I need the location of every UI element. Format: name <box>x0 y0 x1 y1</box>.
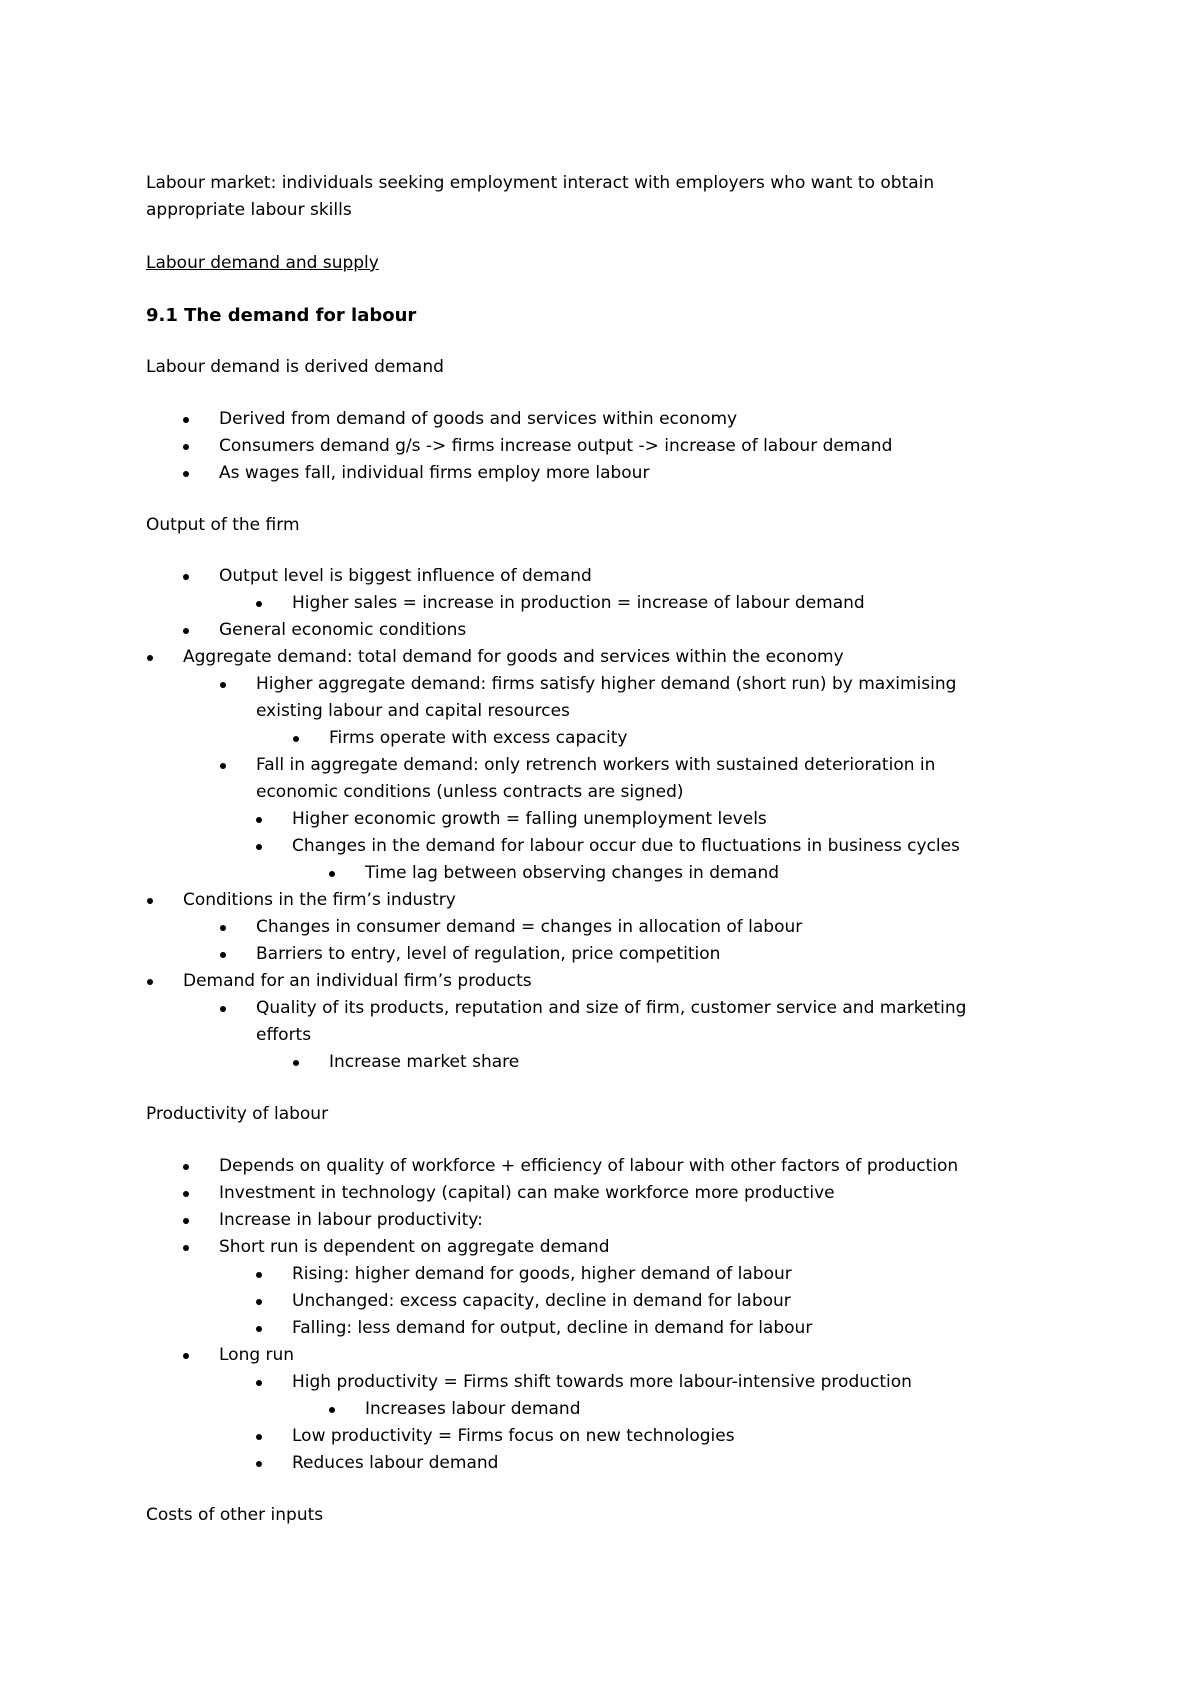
bullet-icon <box>220 1006 226 1012</box>
section-title: Labour demand and supply <box>146 253 379 273</box>
derived-demand-title: Labour demand is derived demand <box>146 357 444 377</box>
bullet-icon <box>220 763 226 769</box>
list-item: Increase market share <box>329 1049 1029 1076</box>
bullet-icon <box>293 1060 299 1066</box>
list-item: Rising: higher demand for goods, higher demand of labour <box>292 1261 1052 1288</box>
list-item: Investment in technology (capital) can make workforce more productive <box>219 1180 1049 1207</box>
list-item: Increase in labour productivity: <box>219 1207 1049 1234</box>
bullet-icon <box>183 1164 189 1170</box>
bullet-icon <box>256 817 262 823</box>
list-item: Fall in aggregate demand: only retrench workers with sustained deterioration in economic conditions (unless contracts are signed) <box>256 752 996 806</box>
list-item: Long run <box>219 1342 1049 1369</box>
bullet-icon <box>256 844 262 850</box>
bullet-icon <box>183 417 189 423</box>
list-item: Output level is biggest influence of demand <box>219 563 1019 590</box>
bullet-icon <box>183 628 189 634</box>
bullet-icon <box>183 1245 189 1251</box>
list-item: Higher sales = increase in production = increase of labour demand <box>292 590 1032 617</box>
list-item: Unchanged: excess capacity, decline in demand for labour <box>292 1288 1052 1315</box>
list-item: Conditions in the firm’s industry <box>183 887 1023 914</box>
list-item: As wages fall, individual firms employ more labour <box>219 460 1019 487</box>
list-item: Low productivity = Firms focus on new technologies <box>292 1423 1052 1450</box>
list-item: Firms operate with excess capacity <box>329 725 1029 752</box>
list-item: Depends on quality of workforce + efficiency of labour with other factors of production <box>219 1153 1049 1180</box>
list-item: Falling: less demand for output, decline in demand for labour <box>292 1315 1052 1342</box>
bullet-icon <box>256 1299 262 1305</box>
bullet-icon <box>183 1353 189 1359</box>
list-item: Changes in the demand for labour occur due to fluctuations in business cycles <box>292 833 1072 860</box>
list-item: Barriers to entry, level of regulation, price competition <box>256 941 1036 968</box>
bullet-icon <box>183 574 189 580</box>
bullet-icon <box>183 444 189 450</box>
bullet-icon <box>220 952 226 958</box>
heading-demand-for-labour: 9.1 The demand for labour <box>146 305 417 326</box>
bullet-icon <box>329 1407 335 1413</box>
bullet-icon <box>183 471 189 477</box>
bullet-icon <box>256 1380 262 1386</box>
productivity-title: Productivity of labour <box>146 1104 329 1124</box>
list-item: Increases labour demand <box>365 1396 1055 1423</box>
bullet-icon <box>183 1218 189 1224</box>
list-item: High productivity = Firms shift towards more labour-intensive production <box>292 1369 1052 1396</box>
bullet-icon <box>293 736 299 742</box>
list-item: Aggregate demand: total demand for goods and services within the economy <box>183 644 1023 671</box>
bullet-icon <box>183 1191 189 1197</box>
bullet-icon <box>147 655 153 661</box>
bullet-icon <box>329 871 335 877</box>
intro-paragraph: Labour market: individuals seeking employment interact with employers who want to obtain appropriate labour skills <box>146 173 935 220</box>
list-item: Higher economic growth = falling unemployment levels <box>292 806 1032 833</box>
list-item: Reduces labour demand <box>292 1450 1052 1477</box>
list-item: Higher aggregate demand: firms satisfy higher demand (short run) by maximising existing labour and capital resources <box>256 671 996 725</box>
list-item: Changes in consumer demand = changes in allocation of labour <box>256 914 1036 941</box>
bullet-icon <box>220 682 226 688</box>
bullet-icon <box>256 1461 262 1467</box>
list-item: Demand for an individual firm’s products <box>183 968 1023 995</box>
costs-title: Costs of other inputs <box>146 1505 324 1525</box>
list-item: Consumers demand g/s -> firms increase output -> increase of labour demand <box>219 433 1019 460</box>
list-item: Quality of its products, reputation and size of firm, customer service and marketing efforts <box>256 995 1026 1049</box>
bullet-icon <box>147 979 153 985</box>
bullet-icon <box>256 1434 262 1440</box>
list-item: Derived from demand of goods and services within economy <box>219 406 1019 433</box>
bullet-icon <box>147 898 153 904</box>
bullet-icon <box>220 925 226 931</box>
list-item: General economic conditions <box>219 617 1019 644</box>
bullet-icon <box>256 1272 262 1278</box>
output-title: Output of the firm <box>146 515 300 535</box>
bullet-icon <box>256 1326 262 1332</box>
list-item: Short run is dependent on aggregate demand <box>219 1234 1049 1261</box>
bullet-icon <box>256 601 262 607</box>
list-item: Time lag between observing changes in demand <box>365 860 1065 887</box>
